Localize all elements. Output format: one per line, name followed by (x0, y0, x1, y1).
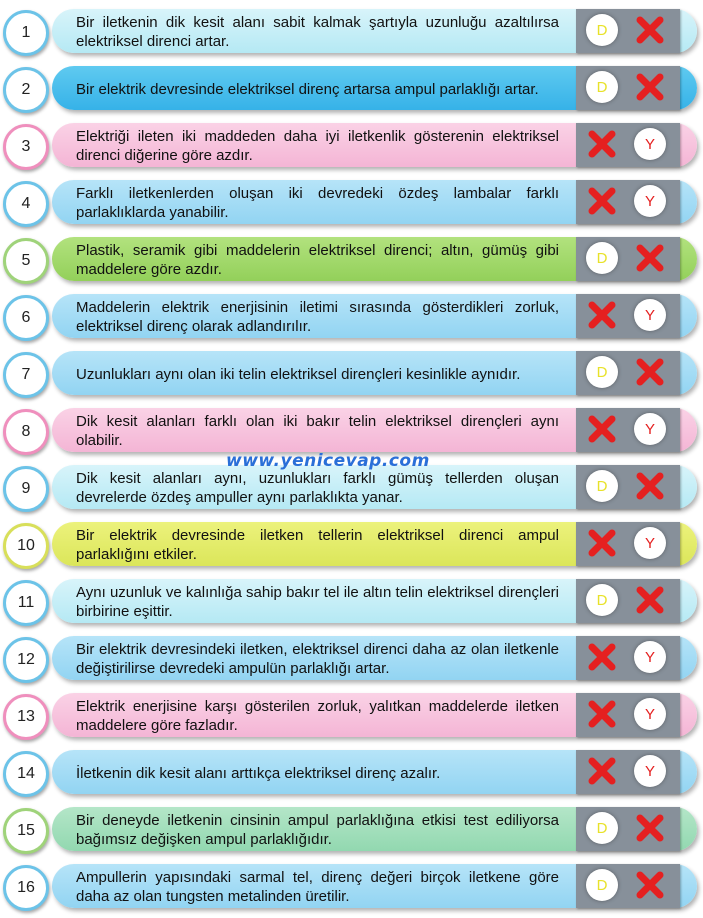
false-option-button[interactable]: Y (634, 755, 666, 787)
cross-mark-icon[interactable] (586, 413, 618, 445)
statement-row (0, 6, 703, 58)
false-option-button[interactable]: Y (634, 641, 666, 673)
true-option-button[interactable]: D (586, 470, 618, 502)
cross-mark-icon[interactable] (634, 869, 666, 901)
statement-text: Elektrik enerjisine karşı gösterilen zorluk, yalıtkan maddelerde iletken maddelere göre fazladır. (76, 698, 559, 734)
statement-number: 6 (3, 295, 49, 341)
false-option-button[interactable]: Y (634, 299, 666, 331)
statement-row (0, 63, 703, 115)
statement-text: Bir elektrik devresinde iletken tellerin elektriksel direnci ampul parlaklığını etkiler. (76, 527, 559, 563)
cross-mark-icon[interactable] (634, 470, 666, 502)
statement-number: 1 (3, 10, 49, 56)
statement-row (0, 576, 703, 628)
true-option-button[interactable]: D (586, 14, 618, 46)
watermark: www.yenicevap.com (226, 451, 430, 471)
statement-text: Aynı uzunluk ve kalınlığa sahip bakır tel ile altın telin elektriksel dirençleri birbirine eşittir. (76, 584, 559, 620)
cross-mark-icon[interactable] (586, 527, 618, 559)
statement-row (0, 348, 703, 400)
cross-mark-icon[interactable] (586, 641, 618, 673)
statement-number: 2 (3, 67, 49, 113)
cross-mark-icon[interactable] (634, 356, 666, 388)
cross-mark-icon[interactable] (586, 128, 618, 160)
statement-row (0, 405, 703, 457)
statement-row (0, 120, 703, 172)
cross-mark-icon[interactable] (634, 242, 666, 274)
cross-mark-icon[interactable] (634, 584, 666, 616)
cross-mark-icon[interactable] (586, 185, 618, 217)
cross-mark-icon[interactable] (634, 71, 666, 103)
true-option-button[interactable]: D (586, 71, 618, 103)
statement-row (0, 633, 703, 685)
statement-row (0, 804, 703, 856)
false-option-button[interactable]: Y (634, 698, 666, 730)
false-option-button[interactable]: Y (634, 527, 666, 559)
cross-mark-icon[interactable] (586, 698, 618, 730)
true-option-button[interactable]: D (586, 242, 618, 274)
statement-number: 8 (3, 409, 49, 455)
statement-row (0, 747, 703, 799)
statement-text: Bir elektrik devresindeki iletken, elektriksel direnci daha az olan iletkenle değiştirilirse devredeki ampulün parlaklığı artar. (76, 641, 559, 677)
false-option-button[interactable]: Y (634, 128, 666, 160)
statement-text: Plastik, seramik gibi maddelerin elektriksel direnci; altın, gümüş gibi maddelere göre azdır. (76, 242, 559, 278)
statement-text: Elektriği ileten iki maddeden daha iyi iletkenlik gösterenin elektriksel direnci diğerine göre azdır. (76, 128, 559, 164)
true-option-button[interactable]: D (586, 812, 618, 844)
statement-text: Dik kesit alanları aynı, uzunlukları farklı gümüş tellerden oluşan devrelerde özdeş ampuller aynı parlaklıkta yanar. (76, 470, 559, 506)
statement-text: İletkenin dik kesit alanı arttıkça elektriksel direnç azalır. (76, 764, 441, 782)
statement-number: 7 (3, 352, 49, 398)
statement-row (0, 861, 703, 913)
statement-number: 16 (3, 865, 49, 911)
statement-number: 4 (3, 181, 49, 227)
true-option-button[interactable]: D (586, 869, 618, 901)
statement-text: Bir elektrik devresinde elektriksel direnç artarsa ampul parlaklığı artar. (76, 80, 539, 98)
false-option-button[interactable]: Y (634, 413, 666, 445)
statement-text: Farklı iletkenlerden oluşan iki devredeki özdeş lambalar farklı parlaklıklarda yanabilir. (76, 185, 559, 221)
statement-row (0, 177, 703, 229)
statement-text: Uzunlukları aynı olan iki telin elektriksel dirençleri kesinlikle aynıdır. (76, 365, 521, 383)
false-option-button[interactable]: Y (634, 185, 666, 217)
statement-row (0, 234, 703, 286)
statement-number: 10 (3, 523, 49, 569)
statement-number: 3 (3, 124, 49, 170)
cross-mark-icon[interactable] (586, 299, 618, 331)
statement-number: 12 (3, 637, 49, 683)
statement-number: 13 (3, 694, 49, 740)
true-option-button[interactable]: D (586, 356, 618, 388)
statement-number: 5 (3, 238, 49, 284)
statement-number: 9 (3, 466, 49, 512)
cross-mark-icon[interactable] (634, 812, 666, 844)
statement-row (0, 519, 703, 571)
cross-mark-icon[interactable] (634, 14, 666, 46)
statement-text: Bir deneyde iletkenin cinsinin ampul parlaklığına etkisi test ediliyorsa bağımsız değişken ampul parlaklığıdır. (76, 812, 559, 848)
statement-number: 11 (3, 580, 49, 626)
true-option-button[interactable]: D (586, 584, 618, 616)
statement-number: 14 (3, 751, 49, 797)
statement-text: Maddelerin elektrik enerjisinin iletimi sırasında gösterdikleri zorluk, elektriksel direnç olarak adlandırılır. (76, 299, 559, 335)
statement-row (0, 291, 703, 343)
cross-mark-icon[interactable] (586, 755, 618, 787)
statement-text: Bir iletkenin dik kesit alanı sabit kalmak şartıyla uzunluğu azaltılırsa elektriksel direnci artar. (76, 14, 559, 50)
statement-text: Dik kesit alanları farklı olan iki bakır telin elektriksel dirençleri aynı olabilir. (76, 413, 559, 449)
statement-number: 15 (3, 808, 49, 854)
statement-text: Ampullerin yapısındaki sarmal tel, direnç değeri birçok iletkene göre daha az olan tungsten metalinden üretilir. (76, 869, 559, 905)
statement-row (0, 690, 703, 742)
